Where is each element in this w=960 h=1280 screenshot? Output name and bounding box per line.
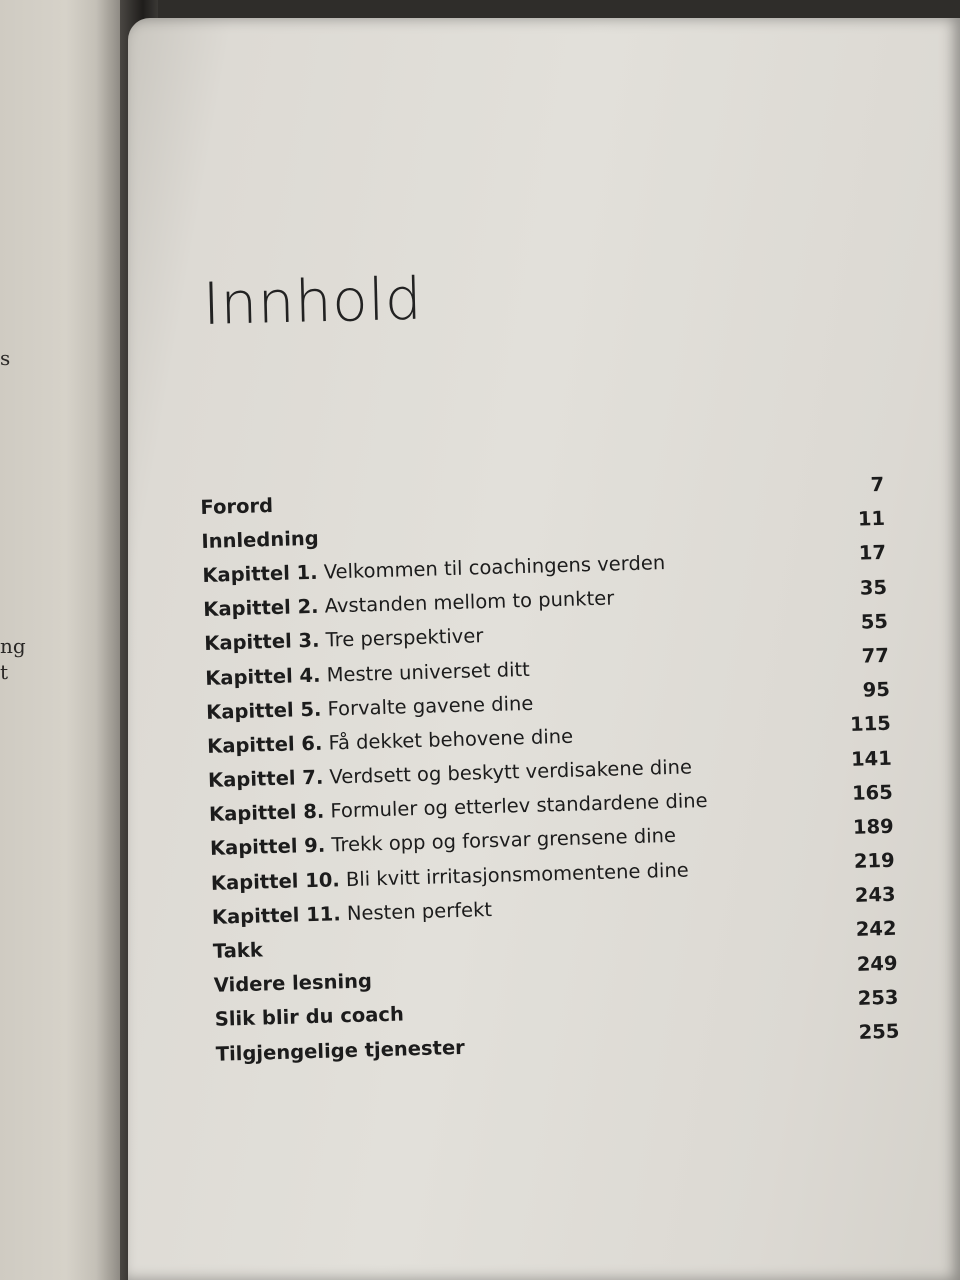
toc-page-number: 249 bbox=[856, 951, 898, 976]
toc-entry-prefix: Kapittel 5. bbox=[205, 697, 322, 724]
toc-entry-title bbox=[204, 624, 484, 655]
toc-page-number: 17 bbox=[858, 541, 887, 565]
toc-entry-prefix: Tilgjengelige tjenester bbox=[215, 1035, 466, 1066]
toc-entry-title bbox=[201, 526, 319, 552]
left-page-fragment: t bbox=[0, 660, 9, 684]
toc-entry-text: Få dekket behovene dine bbox=[322, 724, 574, 755]
toc-entry-title bbox=[212, 898, 493, 929]
toc-entry-text: Forvalte gavene dine bbox=[321, 691, 534, 721]
toc-page-number: 255 bbox=[858, 1019, 900, 1044]
toc-entry-prefix: Takk bbox=[212, 938, 264, 963]
toc-entry-text: Mestre universet ditt bbox=[320, 657, 531, 687]
left-page bbox=[0, 0, 120, 1280]
toc-entry-text: Formuler og etterlev standardene dine bbox=[323, 789, 708, 823]
toc-entry-title bbox=[213, 938, 264, 962]
toc-entry-prefix: Kapittel 3. bbox=[203, 629, 320, 656]
toc-entry-text: Trekk opp og forsvar grensene dine bbox=[324, 824, 677, 858]
toc-entry-title bbox=[206, 691, 534, 723]
toc-entry-prefix: Kapittel 7. bbox=[207, 765, 324, 792]
toc-page-number: 35 bbox=[859, 575, 888, 600]
toc-page-number: 242 bbox=[855, 917, 897, 942]
page-title: Innhold bbox=[202, 264, 423, 338]
left-page-fragment: s bbox=[0, 346, 11, 370]
toc-page-number: 165 bbox=[851, 780, 894, 805]
toc-entry-prefix: Innledning bbox=[201, 526, 320, 553]
toc-entry-text: Avstanden mellom to punkter bbox=[318, 586, 615, 618]
toc-entry-title bbox=[200, 494, 273, 519]
toc-entry-title bbox=[214, 970, 373, 997]
toc-entry-text: Bli kvitt irritasjonsmomentene dine bbox=[339, 858, 690, 891]
toc-page-number: 115 bbox=[849, 712, 892, 737]
toc-page-number: 11 bbox=[857, 507, 886, 531]
toc-page-number: 141 bbox=[850, 746, 893, 771]
toc-entry-prefix: Kapittel 1. bbox=[202, 560, 318, 587]
toc-entry-title bbox=[215, 1035, 465, 1065]
left-page-fragment: ng bbox=[0, 634, 26, 658]
toc-entry-prefix: Kapittel 10. bbox=[210, 867, 341, 895]
toc-entry-text: Nesten perfekt bbox=[340, 897, 493, 926]
toc-page-number: 55 bbox=[860, 609, 889, 634]
toc-entry-prefix: Kapittel 2. bbox=[203, 594, 319, 622]
toc-page-number: 95 bbox=[862, 677, 891, 702]
toc-entry-text: Velkommen til coachingens verden bbox=[317, 551, 666, 584]
toc-entry-text: Verdsett og beskytt verdisakene dine bbox=[322, 755, 693, 789]
toc-entry-prefix: Videre lesning bbox=[213, 969, 373, 998]
toc-page-number: 243 bbox=[854, 882, 896, 908]
toc-entry-prefix: Kapittel 11. bbox=[211, 902, 342, 929]
toc-entry-text: Tre perspektiver bbox=[319, 624, 484, 653]
toc-entry-prefix: Forord bbox=[200, 493, 274, 519]
toc-entry-prefix: Kapittel 4. bbox=[204, 663, 321, 690]
table-of-contents bbox=[200, 471, 906, 1071]
toc-page-number: 219 bbox=[853, 848, 895, 873]
toc-entry-prefix: Slik blir du coach bbox=[214, 1002, 405, 1032]
toc-entry-prefix: Kapittel 9. bbox=[209, 834, 326, 861]
toc-page-number: 253 bbox=[857, 985, 899, 1010]
toc-entry-prefix: Kapittel 6. bbox=[206, 731, 323, 758]
toc-entry-prefix: Kapittel 8. bbox=[208, 799, 325, 827]
toc-page-number: 77 bbox=[861, 643, 890, 668]
toc-entry-title bbox=[214, 1003, 404, 1031]
toc-page-number: 189 bbox=[852, 814, 894, 839]
toc-entry-title bbox=[205, 657, 530, 689]
toc-page-number: 7 bbox=[870, 472, 885, 497]
toc-entry-title bbox=[207, 725, 574, 758]
